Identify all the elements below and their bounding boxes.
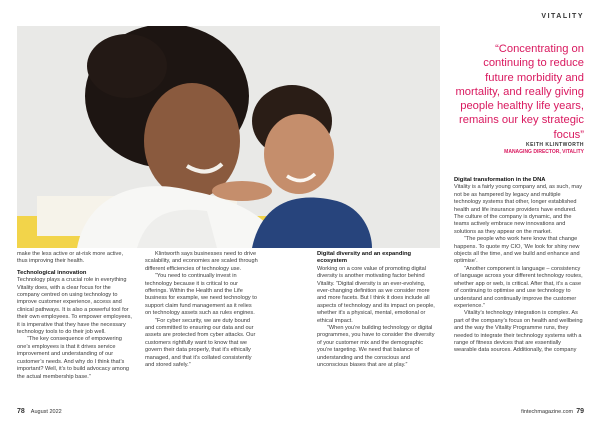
subheading: Technological innovation bbox=[17, 269, 87, 276]
quote-attribution-role: MANAGING DIRECTOR, VITALITY bbox=[504, 149, 584, 155]
footer-left bbox=[17, 408, 62, 415]
quote-attribution-name: KEITH KLINTWORTH bbox=[526, 142, 584, 148]
article-column-1 bbox=[17, 251, 135, 381]
footer-right bbox=[521, 408, 584, 415]
subheading: Digital diversity and an expanding ecosystem bbox=[317, 251, 412, 265]
paragraph: Klintworth says businesses need to drive scalability, and economies are scaled through different efficiencies of technology use. bbox=[145, 251, 258, 272]
article-column-4 bbox=[454, 177, 584, 355]
photo-illustration bbox=[17, 26, 440, 248]
section-label: VITALITY bbox=[541, 13, 584, 20]
paragraph: Vitality is a fairly young company and, as such, may not be as hampered by legacy and multiple technology systems that other, longer established health and life insurance providers have endured. The culture of the company is dynamic, and the teams actively embrace new innovations and solutions as they appear on the market. bbox=[454, 184, 582, 235]
paragraph: “Another component is language – consistency of language across your different technology routes, whether app or web, is critical. After that, it’s a case of continuing to optimise and use technology to understand and continually improve the customer experience.” bbox=[454, 265, 583, 309]
page-number-left: 78 bbox=[17, 408, 25, 415]
pull-quote: “Concentrating on continuing to reduce future morbidity and mortality, and really giving people healthy life years, remains our key strategic focus” bbox=[455, 43, 584, 141]
paragraph: “When you’re building technology or digital programmes, you have to consider the diversity of your customer mix and the demographic you’re targeting. We need that balance of understanding and the conscious and unconscious biases that are at play.” bbox=[317, 325, 435, 369]
subheading: Digital transformation in the DNA bbox=[454, 177, 546, 183]
paragraph: “For cyber security, we are duty bound and committed to ensuring our data and our assets are protected from cyber attacks. Our customers rightfully want to know that we govern their data properly, that it’s ethically managed, and that it’s collated consistently and stored safely.” bbox=[145, 317, 256, 369]
article-column-3 bbox=[317, 251, 437, 370]
paragraph: “The key consequence of empowering one’s employees is that it drives service improvement and understanding of our customer’s needs. And why do I think that’s important? Well, it’s to build advocacy among the actual membership base.” bbox=[17, 336, 130, 380]
paragraph: Vitality’s technology integration is complex. As part of the company’s focus on health and wellbeing and the way the Vitality Programme runs, they needed to integrate their technology systems with a range of fitness devices that are essentially wearable data sources. Additionally, the company bbox=[454, 310, 583, 354]
paragraph: Technology plays a crucial role in everything Vitality does, with a clear focus for the company centred on using technology to improve customer experience, access and clinical pathways. It is also a powerful tool for their own employees. To empower employees, it is imperative that they have the necessary technology tools to do their job well. bbox=[17, 277, 132, 336]
woman-and-child-photo bbox=[17, 26, 440, 248]
paragraph: make the less active or at-risk more active, thus improving their health. bbox=[17, 251, 124, 265]
article-column-2 bbox=[145, 251, 259, 370]
paragraph: “You need to continually invest in technology because it is critical to our offerings. Within the Health and the Life business for example, we need technology to support claim fund management as it relies on technology assets such as rules engines. bbox=[145, 273, 257, 317]
site-url[interactable]: fintechmagazine.com bbox=[521, 409, 574, 415]
issue-date: August 2022 bbox=[30, 409, 62, 415]
paragraph: Working on a core value of promoting digital diversity is another motivating factor behind Vitality. “Digital diversity is an ever-evolving, ever-changing definition as we consider more and more facets. But I think it does include all aspects of technology and its impact on people, whether it’s a physical, mental, emotional or ethical impact. bbox=[317, 265, 435, 324]
page-number-right: 79 bbox=[576, 408, 584, 415]
paragraph: “The people who work here know that change happens. To quote my CIO, ‘We look for shiny new objects all the time, and we build and enhance and optimise’. bbox=[454, 236, 580, 265]
